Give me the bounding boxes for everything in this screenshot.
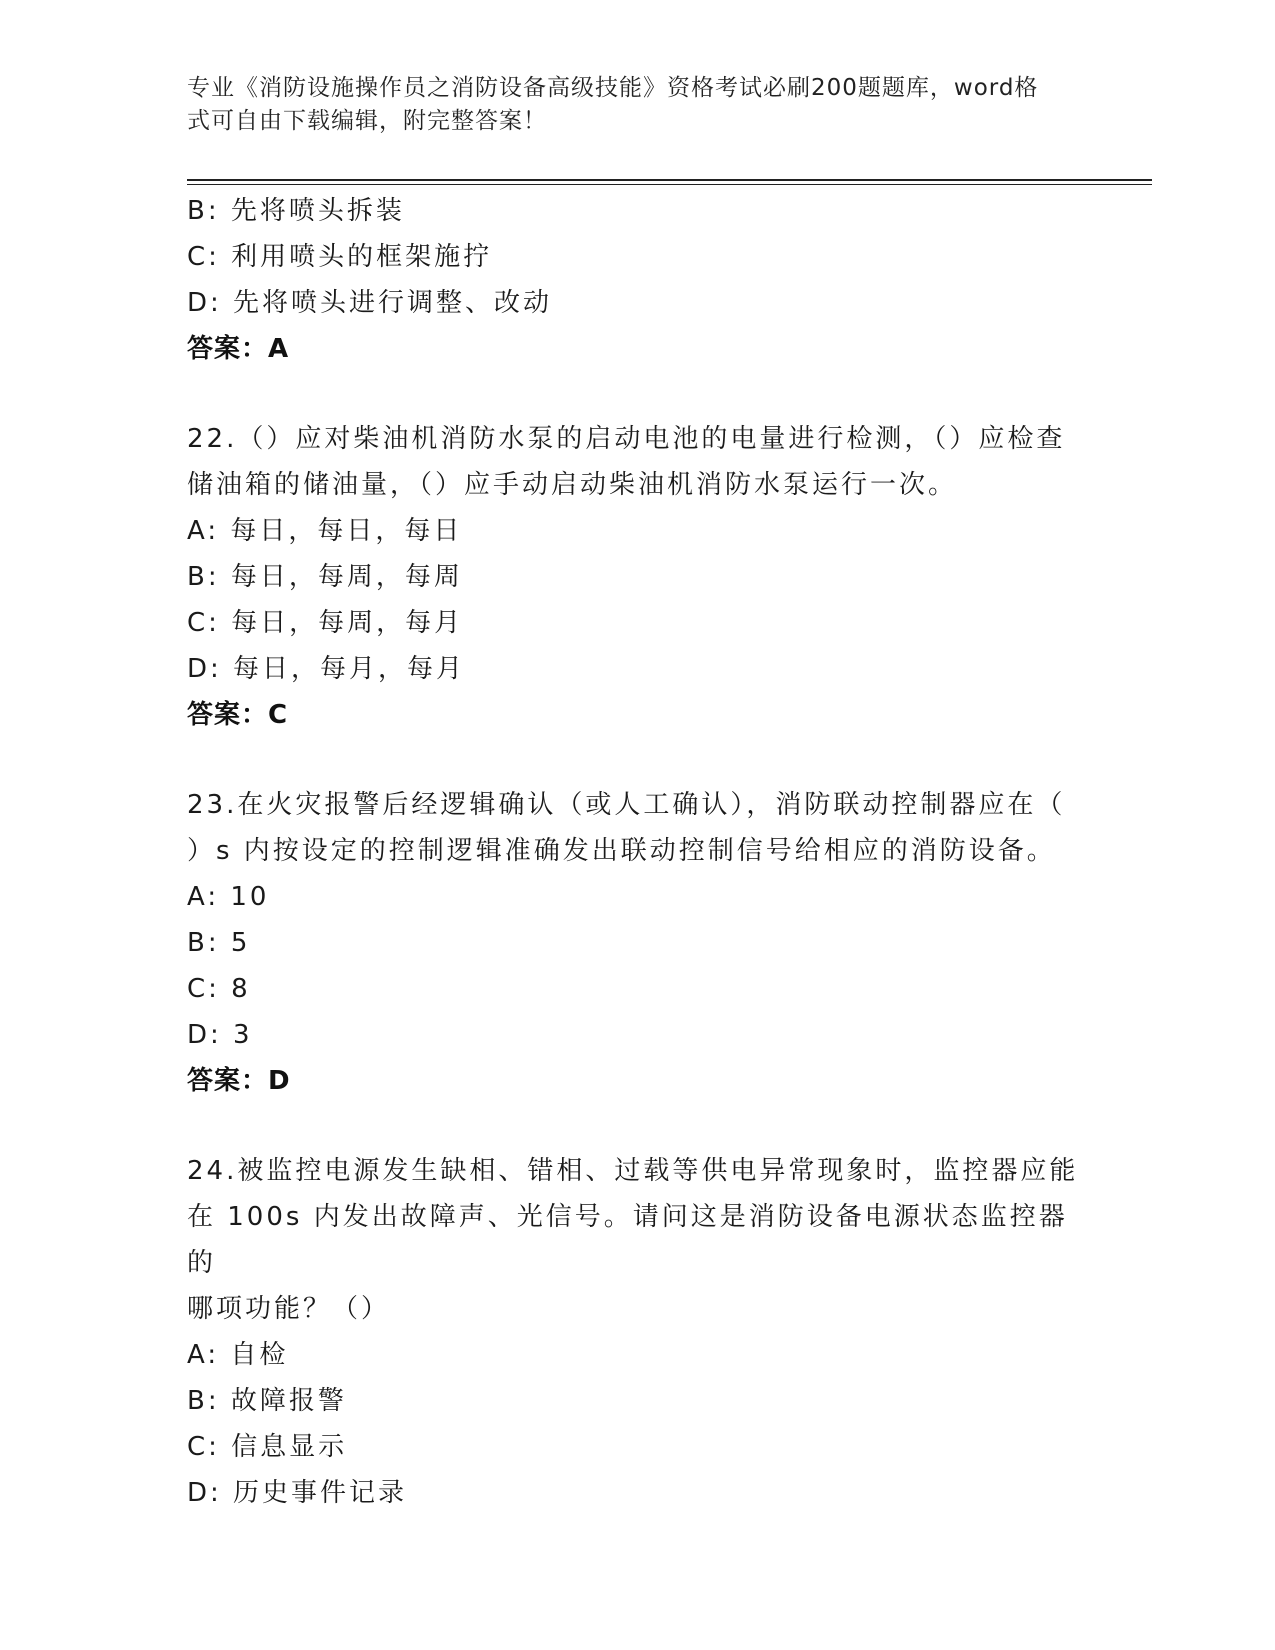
option-b: B: 故障报警 [187, 1386, 347, 1416]
spacer [187, 738, 1092, 782]
option-d: D: 历史事件记录 [187, 1478, 408, 1508]
question-22 [187, 416, 1092, 738]
option-d: D: 3 [187, 1020, 253, 1050]
question-stem-line: 23.在火灾报警后经逻辑确认（或人工确认），消防联动控制器应在（ [187, 790, 1066, 820]
option-c: C: 利用喷头的框架施拧 [187, 242, 493, 272]
question-stem-line: ）s 内按设定的控制逻辑准确发出联动控制信号给相应的消防设备。 [187, 836, 1056, 866]
question-stem-line: 22.（）应对柴油机消防水泵的启动电池的电量进行检测，（）应检查 [187, 424, 1066, 454]
answer-label: 答案：A [187, 334, 290, 364]
header-divider-thin [187, 184, 1152, 185]
spacer [187, 372, 1092, 416]
option-c: C: 信息显示 [187, 1432, 348, 1462]
answer-label: 答案：C [187, 700, 289, 730]
option-a: A: 10 [187, 882, 270, 912]
option-c: C: 8 [187, 974, 251, 1004]
option-d: D: 先将喷头进行调整、改动 [187, 288, 553, 318]
question-24 [187, 1148, 1092, 1516]
header-divider-thick [187, 179, 1152, 181]
document-header [187, 72, 1077, 138]
option-c: C: 每日，每周，每月 [187, 608, 464, 638]
option-b: B: 先将喷头拆装 [187, 196, 405, 226]
option-b: B: 每日，每周，每周 [187, 562, 463, 592]
option-a: A: 每日，每日，每日 [187, 516, 463, 546]
question-21-tail [187, 188, 1092, 372]
question-stem-line: 24.被监控电源发生缺相、错相、过载等供电异常现象时，监控器应能 [187, 1156, 1079, 1186]
question-list [187, 188, 1092, 1516]
spacer [187, 1104, 1092, 1148]
option-d: D: 每日，每月，每月 [187, 654, 466, 684]
question-23 [187, 782, 1092, 1104]
question-stem-line: 在 100s 内发出故障声、光信号。请问这是消防设备电源状态监控器的 [187, 1202, 1068, 1278]
option-b: B: 5 [187, 928, 251, 958]
answer-label: 答案：D [187, 1066, 291, 1096]
question-stem-line: 储油箱的储油量，（）应手动启动柴油机消防水泵运行一次。 [187, 470, 958, 500]
question-stem-line: 哪项功能？（） [187, 1294, 391, 1324]
header-line-1: 专业《消防设施操作员之消防设备高级技能》资格考试必刷200题题库，word格 [187, 75, 1039, 101]
option-a: A: 自检 [187, 1340, 289, 1370]
header-line-2: 式可自由下载编辑，附完整答案！ [187, 108, 547, 134]
